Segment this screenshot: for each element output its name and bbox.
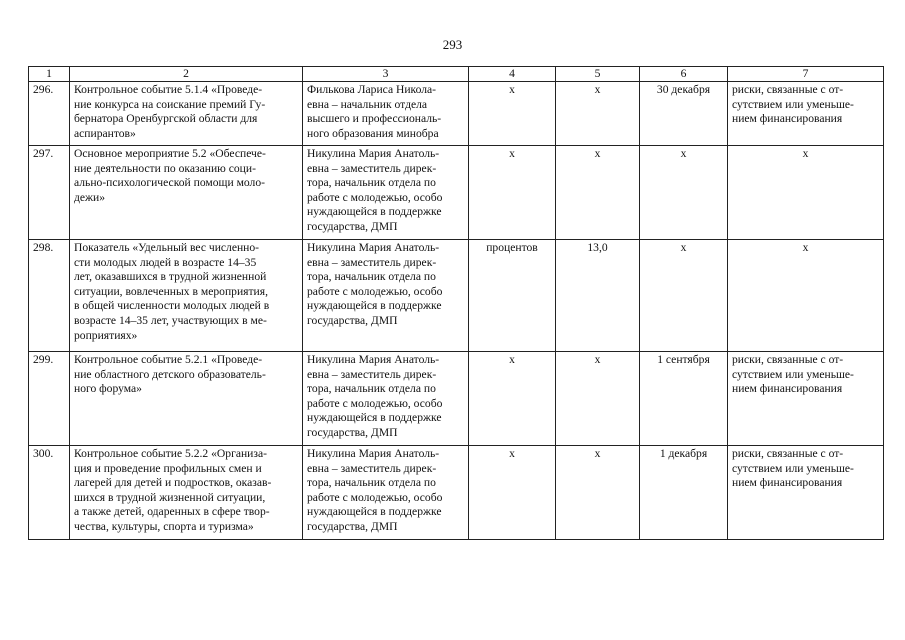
- column-header: 7: [728, 67, 884, 82]
- page-number: 293: [442, 37, 463, 52]
- header-row: [29, 67, 884, 82]
- table-row: [29, 352, 884, 446]
- unit-cell: х: [469, 82, 556, 146]
- date-cell: 1 декабря: [640, 446, 728, 540]
- row-number: 299.: [29, 352, 70, 446]
- risks-cell: х: [728, 146, 884, 240]
- column-header: 5: [556, 67, 640, 82]
- responsible-cell: Никулина Мария Анатоль- евна – заместитель дирек- тора, начальник отдела по работе с молодежью, особо нуждающейся в поддержке государства, ДМП: [303, 352, 469, 446]
- unit-cell: х: [469, 446, 556, 540]
- value-cell: х: [556, 82, 640, 146]
- value-cell: х: [556, 146, 640, 240]
- column-header: 3: [303, 67, 469, 82]
- event-cell: Показатель «Удельный вес численно- сти молодых людей в возрасте 14–35 лет, оказавшихся в трудной жизненной ситуации, вовлеченных в мероприятия, в общей численности молодых людей в возрасте 14–35 лет, участвующих в ме- роприятиях»: [70, 240, 303, 352]
- responsible-cell: Никулина Мария Анатоль- евна – заместитель дирек- тора, начальник отдела по работе с молодежью, особо нуждающейся в поддержке государства, ДМП: [303, 240, 469, 352]
- date-cell: х: [640, 240, 728, 352]
- plan-table: [28, 66, 884, 540]
- table-row: [29, 146, 884, 240]
- row-number: 300.: [29, 446, 70, 540]
- event-cell: Контрольное событие 5.2.1 «Проведе- ние областного детского образователь- ного форума»: [70, 352, 303, 446]
- event-cell: Контрольное событие 5.2.2 «Организа- ция и проведение профильных смен и лагерей для детей и подростков, оказав- шихся в трудной жизненной ситуации, а также детей, одаренных в сфере твор- чества, культуры, спорта и туризма»: [70, 446, 303, 540]
- column-header: 2: [70, 67, 303, 82]
- unit-cell: х: [469, 146, 556, 240]
- table-row: [29, 446, 884, 540]
- row-number: 298.: [29, 240, 70, 352]
- event-cell: Контрольное событие 5.1.4 «Проведе- ние конкурса на соискание премий Гу- бернатора Оренбургской области для аспирантов»: [70, 82, 303, 146]
- date-cell: х: [640, 146, 728, 240]
- event-cell: Основное мероприятие 5.2 «Обеспече- ние деятельности по оказанию соци- ально-психологической помощи моло- дежи»: [70, 146, 303, 240]
- value-cell: х: [556, 352, 640, 446]
- responsible-cell: Никулина Мария Анатоль- евна – заместитель дирек- тора, начальник отдела по работе с молодежью, особо нуждающейся в поддержке государства, ДМП: [303, 146, 469, 240]
- row-number: 296.: [29, 82, 70, 146]
- date-cell: 30 декабря: [640, 82, 728, 146]
- column-header: 4: [469, 67, 556, 82]
- column-header: 6: [640, 67, 728, 82]
- column-header: 1: [29, 67, 70, 82]
- date-cell: 1 сентября: [640, 352, 728, 446]
- row-number: 297.: [29, 146, 70, 240]
- responsible-cell: Филькова Лариса Никола- евна – начальник отдела высшего и профессиональ- ного образования минобра: [303, 82, 469, 146]
- responsible-cell: Никулина Мария Анатоль- евна – заместитель дирек- тора, начальник отдела по работе с молодежью, особо нуждающейся в поддержке государства, ДМП: [303, 446, 469, 540]
- table-row: [29, 240, 884, 352]
- unit-cell: х: [469, 352, 556, 446]
- risks-cell: риски, связанные с от- сутствием или уменьше- нием финансирования: [728, 82, 884, 146]
- unit-cell: процентов: [469, 240, 556, 352]
- risks-cell: риски, связанные с от- сутствием или уменьше- нием финансирования: [728, 352, 884, 446]
- value-cell: 13,0: [556, 240, 640, 352]
- value-cell: х: [556, 446, 640, 540]
- risks-cell: риски, связанные с от- сутствием или уменьше- нием финансирования: [728, 446, 884, 540]
- table-row: [29, 82, 884, 146]
- risks-cell: х: [728, 240, 884, 352]
